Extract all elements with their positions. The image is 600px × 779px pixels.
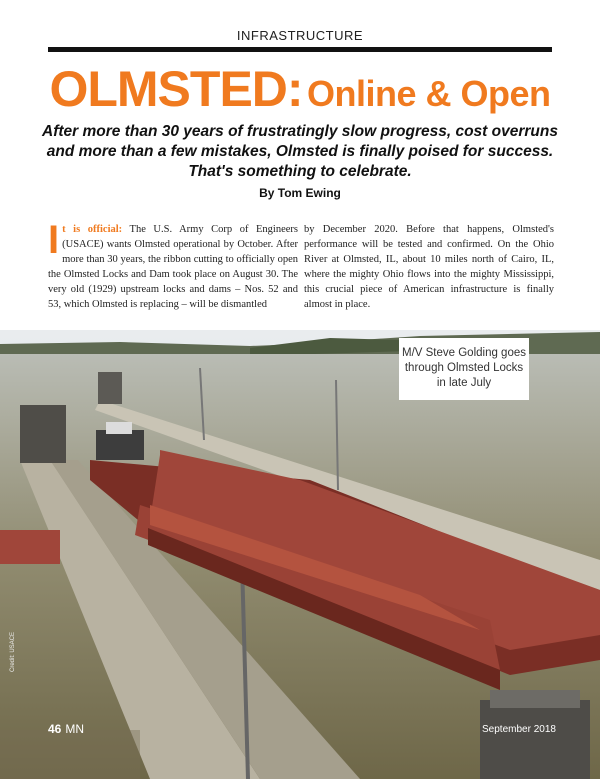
workboat bbox=[0, 530, 60, 564]
body-text-2: by December 2020. Before that happens, Olmsted's performance will be tested and confirmed. On the Ohio River at Olmsted, IL, about 10 miles north of Cairo, IL, where the mighty Ohio flows into the mighty Mississippi, this crucial piece of American infrastructure is finally almost in place. bbox=[304, 224, 554, 310]
body-text-1: The U.S. Army Corp of Engineers (USACE) wants Olmsted operational by October. After more than 30 years, the ribbon cutting to officially open the Olmsted Locks and Dam took place on August 30. The very old (1929) upstream locks and dams – Nos. 52 and 53, which Olmsted is replacing – will be dismantled bbox=[48, 224, 298, 310]
lock-tower bbox=[98, 372, 122, 404]
drop-cap: I bbox=[48, 218, 60, 262]
photo-credit: Credit: USACE bbox=[10, 631, 16, 672]
section-label: INFRASTRUCTURE bbox=[236, 28, 364, 43]
page-number bbox=[48, 722, 84, 736]
lock-tower bbox=[20, 405, 66, 463]
headline-part-2: Online & Open bbox=[307, 73, 551, 114]
magazine-abbrev: MN bbox=[65, 722, 85, 736]
body-column-1 bbox=[48, 218, 298, 312]
lead-in: t is official: bbox=[62, 224, 123, 235]
deck: After more than 30 years of frustratingly slow progress, cost overruns and more than a few mistakes, Olmsted is finally poised for success. That's something to celebrate. bbox=[42, 123, 558, 180]
body-column-2 bbox=[304, 222, 554, 312]
top-rule bbox=[48, 47, 552, 52]
tugboat bbox=[96, 430, 144, 460]
photo-caption: M/V Steve Golding goes through Olmsted Locks in late July bbox=[399, 338, 529, 400]
headline-part-1: OLMSTED: bbox=[49, 61, 303, 117]
page-number-value: 46 bbox=[48, 722, 62, 736]
issue-date: September 2018 bbox=[482, 724, 556, 735]
byline: By Tom Ewing bbox=[259, 186, 341, 200]
headline bbox=[0, 60, 600, 118]
